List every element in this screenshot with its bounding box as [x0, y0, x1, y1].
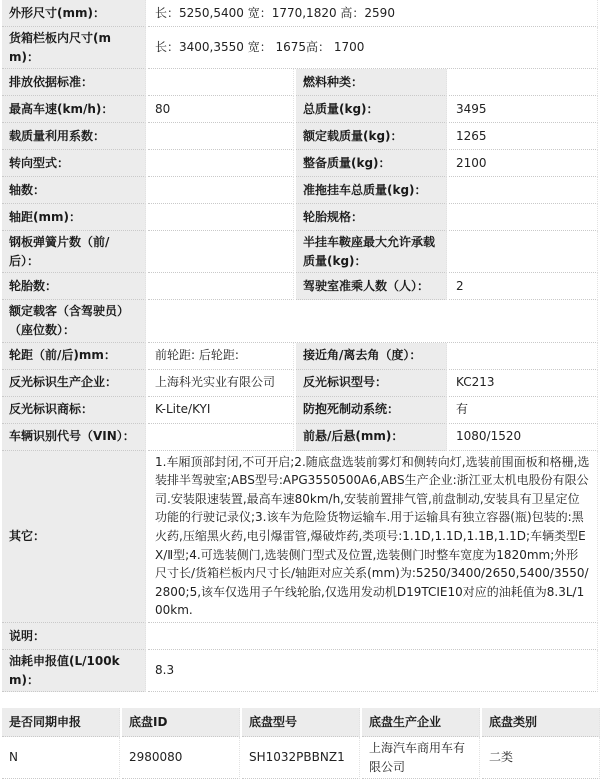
- spec-row: [2, 370, 598, 397]
- spec-label-cell: 载质量利用系数：: [2, 123, 146, 150]
- spec-label-cell: 外形尺寸(mm)：: [2, 0, 146, 27]
- spec-value-cell: 长：3400,3550 宽： 1675高： 1700: [148, 27, 598, 69]
- chassis-data-cell: N: [2, 737, 120, 779]
- spec-label-cell: 反光标识商标：: [2, 397, 146, 424]
- spec-value-cell: K-Lite/KYI: [148, 397, 294, 424]
- spec-value-cell: [148, 273, 294, 300]
- spec-label-cell: 前悬/后悬(mm)：: [296, 424, 447, 451]
- spec-row: [2, 0, 598, 27]
- spec-row: [2, 150, 598, 177]
- spec-value-cell: 2: [449, 273, 598, 300]
- spec-label-cell: 总质量(kg)：: [296, 96, 447, 123]
- chassis-header-cell: 是否同期申报: [2, 708, 120, 737]
- spec-label-cell: 燃料种类：: [296, 69, 447, 96]
- spec-row: [2, 343, 598, 370]
- spec-label-cell: 油耗申报值(L/100km)：: [2, 650, 146, 692]
- chassis-header-cell: 底盘类别: [482, 708, 600, 737]
- spec-label-cell: 钢板弹簧片数（前/后）：: [2, 231, 146, 273]
- spec-value-cell: [148, 123, 294, 150]
- spec-value-cell: [449, 204, 598, 231]
- spec-row: [2, 204, 598, 231]
- spec-value-cell: [449, 231, 598, 273]
- spec-label-cell: 轮距（前/后)mm：: [2, 343, 146, 370]
- spec-label-cell: 反光标识型号：: [296, 370, 447, 397]
- spec-value-cell: [148, 69, 294, 96]
- spec-value-cell: 1265: [449, 123, 598, 150]
- spec-label-cell: 整备质量(kg)：: [296, 150, 447, 177]
- spec-table-body: [2, 0, 598, 692]
- spec-row: [2, 123, 598, 150]
- spec-row: [2, 650, 598, 692]
- spec-value-cell: 前轮距: 后轮距:: [148, 343, 294, 370]
- spec-label-cell: 轴数：: [2, 177, 146, 204]
- table-gap: [0, 692, 600, 708]
- spec-label-cell: 反光标识生产企业：: [2, 370, 146, 397]
- spec-value-cell: 有: [449, 397, 598, 424]
- spec-label-cell: 接近角/离去角（度）：: [296, 343, 447, 370]
- spec-label-cell: 驾驶室准乘人数（人）：: [296, 273, 447, 300]
- chassis-header-cell: 底盘型号: [242, 708, 360, 737]
- spec-row: [2, 69, 598, 96]
- spec-value-cell: 上海科光实业有限公司: [148, 370, 294, 397]
- spec-value-cell: 2100: [449, 150, 598, 177]
- spec-row: [2, 231, 598, 273]
- spec-row: [2, 300, 598, 342]
- spec-label-cell: 货箱栏板内尺寸(mm)：: [2, 27, 146, 69]
- spec-label-cell: 说明：: [2, 623, 146, 650]
- spec-row: [2, 27, 598, 69]
- spec-label-cell: 额定载客（含驾驶员）（座位数）：: [2, 300, 146, 342]
- spec-value-cell: KC213: [449, 370, 598, 397]
- chassis-header-cell: 底盘ID: [122, 708, 240, 737]
- spec-row: [2, 96, 598, 123]
- chassis-data-cell: SH1032PBBNZ1: [242, 737, 360, 779]
- spec-value-cell: 80: [148, 96, 294, 123]
- spec-value-cell: [148, 623, 598, 650]
- spec-label-cell: 额定载质量(kg)：: [296, 123, 447, 150]
- spec-value-cell: [148, 424, 294, 451]
- chassis-data-row: [2, 737, 600, 779]
- spec-row: [2, 273, 598, 300]
- spec-value-cell: [148, 300, 598, 342]
- spec-row: [2, 451, 598, 623]
- spec-label-cell: 最高车速(km/h)：: [2, 96, 146, 123]
- spec-row: [2, 623, 598, 650]
- spec-value-cell: 1.车厢顶部封闭,不可开启;2.随底盘选装前雾灯和侧转向灯,选装前围面板和格栅,选装排半驾驶室;ABS型号:APG3550500A6,ABS生产企业:浙江亚太机电股份有限公司.安装限速装置,最高车速80km/h,安装前置排气管,前盘制动,安装具有卫星定位功能的行驶记录仪;3.该车为危险货物运输车.用于运输具有独立容器(瓶)包装的:黑火药,压缩黑火药,电引爆雷管,爆破炸药,类项号:1.1D,1.1D,1.1B,1.1D;车辆类型EX/Ⅱ型;4.可选装侧门,选装侧门型式及位置,选装侧门时整车宽度为1820mm;外形尺寸长/货箱栏板内尺寸长/轴距对应关系(mm)为:5250/3400/2650,5400/3550/2800;5,该车仅选用子午线轮胎,仅选用发动机D19TCIE10对应的油耗值为8.3L/100km.: [148, 451, 598, 623]
- chassis-data-cell: 二类: [482, 737, 600, 779]
- spec-label-cell: 轴距(mm)：: [2, 204, 146, 231]
- spec-label-cell: 车辆识别代号（VIN）：: [2, 424, 146, 451]
- spec-value-cell: 1080/1520: [449, 424, 598, 451]
- spec-value-cell: [449, 177, 598, 204]
- spec-label-cell: 轮胎数：: [2, 273, 146, 300]
- spec-label-cell: 排放依据标准：: [2, 69, 146, 96]
- spec-label-cell: 半挂车鞍座最大允许承载质量(kg)：: [296, 231, 447, 273]
- chassis-data-cell: 2980080: [122, 737, 240, 779]
- chassis-header-row: [2, 708, 600, 737]
- spec-value-cell: [449, 343, 598, 370]
- chassis-header-cell: 底盘生产企业: [362, 708, 480, 737]
- spec-label-cell: 转向型式：: [2, 150, 146, 177]
- spec-value-cell: [148, 177, 294, 204]
- chassis-data-cell: 上海汽车商用车有限公司: [362, 737, 480, 779]
- spec-label-cell: 轮胎规格：: [296, 204, 447, 231]
- spec-label-cell: 准拖挂车总质量(kg)：: [296, 177, 447, 204]
- spec-row: [2, 424, 598, 451]
- spec-row: [2, 177, 598, 204]
- spec-label-cell: 防抱死制动系统：: [296, 397, 447, 424]
- spec-value-cell: [148, 204, 294, 231]
- chassis-table: [0, 708, 600, 779]
- spec-value-cell: [148, 150, 294, 177]
- spec-value-cell: 8.3: [148, 650, 598, 692]
- spec-row: [2, 397, 598, 424]
- spec-label-cell: 其它：: [2, 451, 146, 623]
- spec-value-cell: [148, 231, 294, 273]
- spec-value-cell: [449, 69, 598, 96]
- spec-value-cell: 长：5250,5400 宽：1770,1820 高：2590: [148, 0, 598, 27]
- spec-value-cell: 3495: [449, 96, 598, 123]
